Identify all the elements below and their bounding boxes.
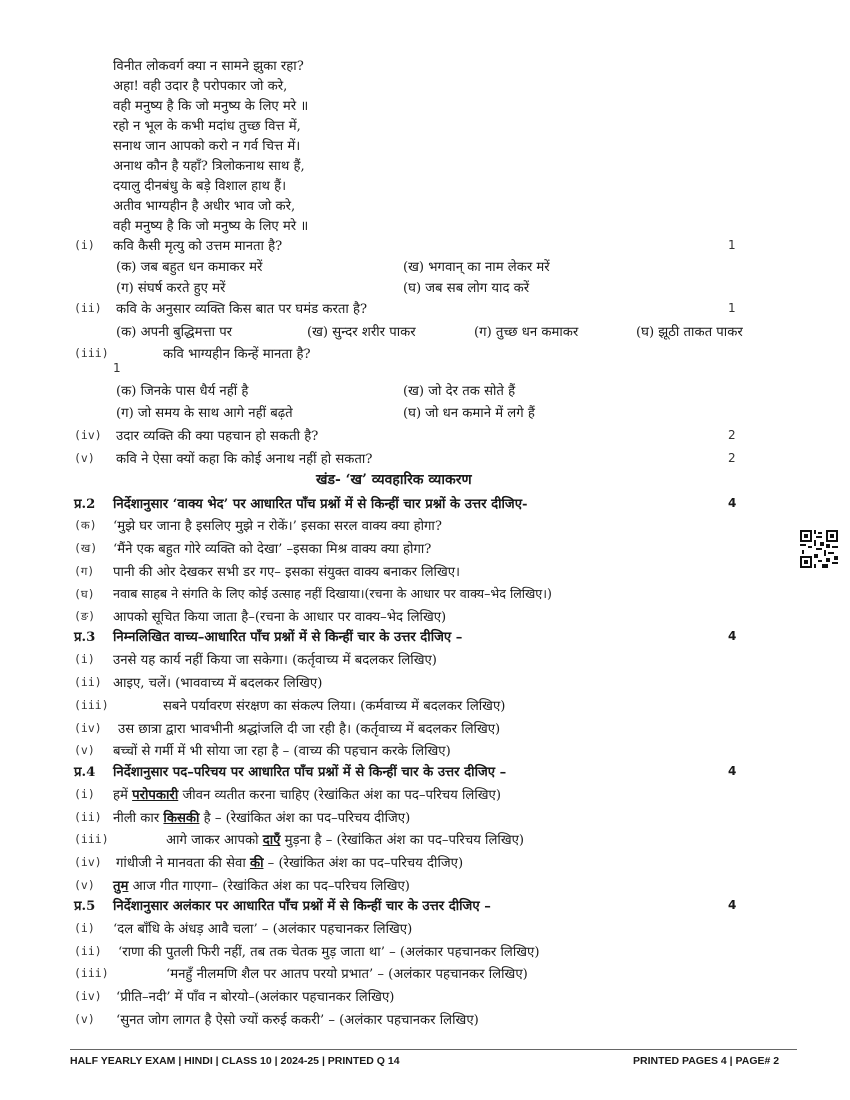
item-text bbox=[113, 785, 501, 803]
question-marks: 2 bbox=[728, 428, 736, 442]
question-number: (iii) bbox=[74, 346, 109, 360]
item-number: (i) bbox=[74, 921, 95, 935]
option: (ख) भगवान् का नाम लेकर मरें bbox=[403, 260, 550, 275]
question-text: कवि भाग्यहीन किन्हें मानता है? bbox=[163, 347, 311, 362]
item-number: (ii) bbox=[74, 944, 102, 958]
item-text-pre: आगे जाकर आपको bbox=[166, 833, 263, 848]
item-number: (ङ) bbox=[74, 609, 96, 623]
question-marks: 4 bbox=[728, 629, 737, 643]
qr-code-icon bbox=[800, 530, 838, 568]
item-text: नवाब साहब ने संगति के लिए कोई उत्साह नहीं दिखाया।(रचना के आधार पर वाक्य–भेद लिखिए।) bbox=[113, 586, 552, 601]
item-number: (क) bbox=[74, 518, 97, 532]
item-number: (i) bbox=[74, 787, 95, 801]
question-marks: 4 bbox=[728, 764, 737, 778]
item-number: (iii) bbox=[74, 698, 109, 712]
option: (ख) सुन्दर शरीर पाकर bbox=[307, 325, 416, 340]
underlined-word: की bbox=[249, 856, 264, 871]
section-question-number: प्र.3 bbox=[74, 630, 96, 645]
footer-page-info: PRINTED PAGES 4 | PAGE# 2 bbox=[633, 1055, 780, 1067]
item-text: बच्चों से गर्मी में भी सोया जा रहा है – (वाच्य की पहचान करके लिखिए) bbox=[113, 744, 451, 759]
option: (घ) झूठी ताकत पाकर bbox=[636, 325, 743, 340]
question-marks: 1 bbox=[728, 238, 736, 252]
item-text: ‘प्रीति–नदी’ में पाँव न बोरयो–(अलंकार पहचानकर लिखिए) bbox=[116, 990, 395, 1005]
item-text: ‘मैंने एक बहुत गोरे व्यक्ति को देखा’ –इसका मिश्र वाक्य क्या होगा? bbox=[113, 542, 432, 557]
item-number: (ग) bbox=[74, 564, 95, 578]
question-marks: 1 bbox=[728, 301, 736, 315]
section-question-number: प्र.2 bbox=[74, 497, 96, 512]
item-text-pre: हमें bbox=[113, 788, 133, 803]
item-number: (iii) bbox=[74, 832, 109, 846]
item-number: (iv) bbox=[74, 721, 102, 735]
poem-line: रहो न भूल के कभी मदांध तुच्छ वित्त में, bbox=[113, 119, 301, 134]
question-text: उदार व्यक्ति की क्या पहचान हो सकती है? bbox=[116, 429, 319, 444]
item-text: ‘मनहुँ नीलमणि शैल पर आतप परयो प्रभात’ – (अलंकार पहचानकर लिखिए) bbox=[166, 967, 528, 982]
item-number: (v) bbox=[74, 878, 95, 892]
item-text: उस छात्रा द्वारा भावभीनी श्रद्धांजलि दी जा रही है। (कर्तृवाच्य में बदलकर लिखिए) bbox=[118, 722, 501, 737]
item-number: (iii) bbox=[74, 966, 109, 980]
item-number: (v) bbox=[74, 1012, 95, 1026]
question-number: (v) bbox=[74, 451, 95, 465]
question-marks: 4 bbox=[728, 496, 737, 510]
question-number: (ii) bbox=[74, 301, 102, 315]
option: (ग) संघर्ष करते हुए मरें bbox=[116, 281, 226, 296]
item-number: (iv) bbox=[74, 989, 102, 1003]
item-number: (ii) bbox=[74, 675, 102, 689]
question-text: कवि कैसी मृत्यु को उत्तम मानता है? bbox=[113, 239, 283, 254]
item-text: ‘सुनत जोग लागत है ऐसो ज्यों करुई ककरी’ – (अलंकार पहचानकर लिखिए) bbox=[116, 1013, 479, 1028]
item-text bbox=[116, 853, 463, 871]
section-question-text: निर्देशानुसार अलंकार पर आधारित पाँच प्रश्नों में से किन्हीं चार के उत्तर दीजिए – bbox=[113, 899, 491, 914]
item-text: आइए, चलें। (भाववाच्य में बदलकर लिखिए) bbox=[113, 676, 323, 691]
item-number: (i) bbox=[74, 652, 95, 666]
item-number: (घ) bbox=[74, 587, 95, 601]
option: (क) जिनके पास धैर्य नहीं है bbox=[116, 384, 249, 399]
item-text bbox=[113, 808, 410, 826]
item-text: ‘राणा की पुतली फिरी नहीं, तब तक चेतक मुड़ जाता था’ – (अलंकार पहचानकर लिखिए) bbox=[118, 945, 540, 960]
section-question-number: प्र.5 bbox=[74, 899, 96, 914]
item-text-post: – (रेखांकित अंश का पद–परिचय दीजिए) bbox=[263, 856, 464, 871]
item-text-post: मुड़ना है – (रेखांकित अंश का पद–परिचय लिखिए) bbox=[280, 833, 525, 848]
poem-line: अहा! वही उदार है परोपकार जो करे, bbox=[113, 79, 288, 94]
section-question-text: निर्देशानुसार पद–परिचय पर आधारित पाँच प्रश्नों में से किन्हीं चार के उत्तर दीजिए – bbox=[113, 765, 507, 780]
item-text: ‘मुझे घर जाना है इसलिए मुझे न रोकें।’ इसका सरल वाक्य क्या होगा? bbox=[113, 519, 442, 534]
item-text: पानी की ओर देखकर सभी डर गए– इसका संयुक्त वाक्य बनाकर लिखिए। bbox=[113, 565, 461, 580]
item-text: आपको सूचित किया जाता है–(रचना के आधार पर वाक्य–भेद लिखिए) bbox=[113, 610, 447, 625]
poem-line: अतीव भाग्यहीन है अधीर भाव जो करे, bbox=[113, 199, 296, 214]
item-number: (ii) bbox=[74, 810, 102, 824]
question-marks: 2 bbox=[728, 451, 736, 465]
question-text: कवि के अनुसार व्यक्ति किस बात पर घमंड करता है? bbox=[116, 302, 368, 317]
item-text-post: है – (रेखांकित अंश का पद–परिचय दीजिए) bbox=[199, 811, 411, 826]
underlined-word: परोपकारी bbox=[132, 788, 179, 803]
option: (क) जब बहुत धन कमाकर मरें bbox=[116, 260, 263, 275]
underlined-word: दाएँ bbox=[262, 833, 281, 848]
underlined-word: किसकी bbox=[163, 811, 200, 826]
item-text-pre: नीली कार bbox=[113, 811, 164, 826]
option: (ग) तुच्छ धन कमाकर bbox=[474, 325, 579, 340]
option: (ग) जो समय के साथ आगे नहीं बढ़ते bbox=[116, 406, 293, 421]
section-question-number: प्र.4 bbox=[74, 765, 96, 780]
item-text: ‘दल बाँधि के अंधड़ आवै चला’ – (अलंकार पहचानकर लिखिए) bbox=[113, 922, 413, 937]
option: (ख) जो देर तक सोते हैं bbox=[403, 384, 516, 399]
question-text: कवि ने ऐसा क्यों कहा कि कोई अनाथ नहीं हो सकता? bbox=[116, 452, 373, 467]
item-number: (ख) bbox=[74, 541, 98, 555]
item-text bbox=[166, 830, 524, 848]
item-text-post: जीवन व्यतीत करना चाहिए (रेखांकित अंश का पद–परिचय लिखिए) bbox=[178, 788, 501, 803]
question-number: (iv) bbox=[74, 428, 102, 442]
question-number: (i) bbox=[74, 238, 95, 252]
poem-line: विनीत लोकवर्ग क्या न सामने झुका रहा? bbox=[113, 59, 304, 74]
question-marks: 1 bbox=[113, 361, 121, 375]
item-text bbox=[113, 876, 410, 894]
poem-line: दयालु दीनबंधु के बड़े विशाल हाथ हैं। bbox=[113, 179, 287, 194]
option: (क) अपनी बुद्धिमत्ता पर bbox=[116, 325, 233, 340]
item-text-post: आज गीत गाएगा– (रेखांकित अंश का पद–परिचय लिखिए) bbox=[128, 879, 410, 894]
poem-line: सनाथ जान आपको करो न गर्व चित्त में। bbox=[113, 139, 301, 154]
section-question-text: निम्नलिखित वाच्य–आधारित पाँच प्रश्नों में से किन्हीं चार के उत्तर दीजिए – bbox=[113, 630, 463, 645]
item-text: सबने पर्यावरण संरक्षण का संकल्प लिया। (कर्मवाच्य में बदलकर लिखिए) bbox=[163, 699, 506, 714]
option: (घ) जब सब लोग याद करें bbox=[403, 281, 530, 296]
section-question-text: निर्देशानुसार ‘वाक्य भेद’ पर आधारित पाँच प्रश्नों में से किन्हीं चार प्रश्नों के उत्तर दीजिए- bbox=[113, 497, 528, 512]
footer-exam-info: HALF YEARLY EXAM | HINDI | CLASS 10 | 2024-25 | PRINTED Q 14 bbox=[70, 1055, 400, 1067]
option: (घ) जो धन कमाने में लगे हैं bbox=[403, 406, 535, 421]
section-heading: खंड- ‘ख’ व्यवहारिक व्याकरण bbox=[316, 472, 472, 488]
underlined-word: तुम bbox=[113, 879, 129, 894]
poem-line: अनाथ कौन है यहाँ? त्रिलोकनाथ साथ हैं, bbox=[113, 159, 305, 174]
poem-line: वही मनुष्य है कि जो मनुष्य के लिए मरे ॥ bbox=[113, 219, 309, 234]
footer-divider bbox=[70, 1049, 797, 1050]
item-number: (v) bbox=[74, 743, 95, 757]
item-text-pre: गांधीजी ने मानवता की सेवा bbox=[116, 856, 250, 871]
poem-line: वही मनुष्य है कि जो मनुष्य के लिए मरे ॥ bbox=[113, 99, 309, 114]
item-text: उनसे यह कार्य नहीं किया जा सकेगा। (कर्तृवाच्य में बदलकर लिखिए) bbox=[113, 653, 437, 668]
question-marks: 4 bbox=[728, 898, 737, 912]
item-number: (iv) bbox=[74, 855, 102, 869]
